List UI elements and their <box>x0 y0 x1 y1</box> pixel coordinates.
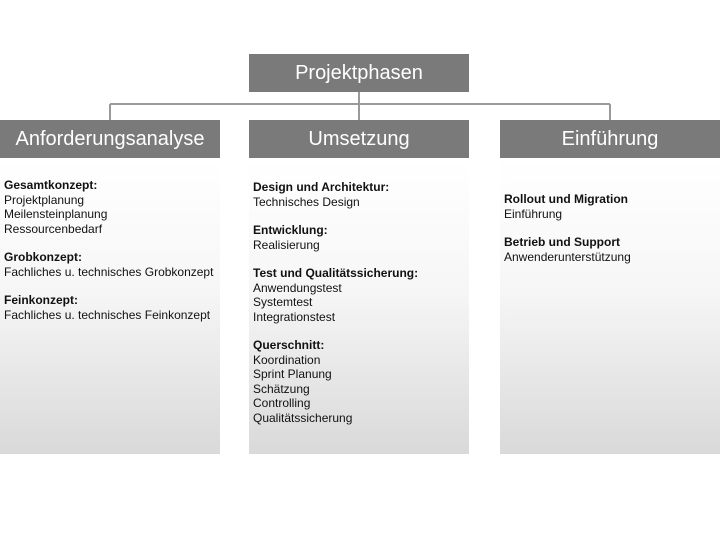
group-title: Grobkonzept: <box>4 250 82 264</box>
group-title: Test und Qualitätssicherung: <box>253 266 419 280</box>
group-title: Querschnitt: <box>253 338 325 352</box>
group-title: Feinkonzept: <box>4 293 78 307</box>
group-item: Realisierung <box>253 237 320 252</box>
group-item: Koordination <box>253 352 321 367</box>
group-item: Sprint Planung <box>253 367 332 381</box>
group-item: Anwendungstest <box>253 280 342 295</box>
group-title: Betrieb und Support <box>504 235 620 249</box>
phase-header-umsetzung <box>249 120 469 158</box>
group-item: Controlling <box>253 396 311 410</box>
root-node <box>249 54 469 92</box>
group-item: Anwenderunterstützung <box>504 249 631 264</box>
phase-header-anforderungsanalyse <box>0 120 220 158</box>
group-title: Entwicklung: <box>253 223 328 237</box>
group-item: Fachliches u. technisches Grobkonzept <box>4 264 214 279</box>
group-item: Technisches Design <box>253 194 360 209</box>
phase-title: Anforderungsanalyse <box>15 127 205 150</box>
phase-group <box>4 250 220 279</box>
root-title: Projektphasen <box>295 61 423 84</box>
group-item: Systemtest <box>253 295 313 309</box>
group-item: Schätzung <box>253 381 310 396</box>
phase-group <box>253 266 469 324</box>
group-item: Projektplanung <box>4 192 85 207</box>
phase-group <box>253 338 469 425</box>
phase-group <box>4 293 220 322</box>
group-title: Rollout und Migration <box>504 192 628 206</box>
group-title: Design und Architektur: <box>253 180 390 194</box>
group-title: Gesamtkonzept: <box>4 178 98 192</box>
phase-body-umsetzung <box>249 158 469 454</box>
phase-body-anforderungsanalyse <box>0 158 220 454</box>
group-item: Einführung <box>504 206 563 221</box>
group-item: Ressourcenbedarf <box>4 221 103 236</box>
phase-title: Umsetzung <box>308 127 410 150</box>
phase-group <box>504 192 720 221</box>
phase-group <box>253 223 469 252</box>
group-item: Meilensteinplanung <box>4 207 108 221</box>
phase-title: Einführung <box>561 127 659 150</box>
group-item: Integrationstest <box>253 309 336 324</box>
phase-body-einfuehrung <box>500 158 720 454</box>
phase-group <box>253 180 469 209</box>
phase-header-einfuehrung <box>500 120 720 158</box>
group-item: Fachliches u. technisches Feinkonzept <box>4 307 211 322</box>
phase-group <box>504 235 720 264</box>
group-item: Qualitätssicherung <box>253 410 353 425</box>
phase-group <box>4 178 220 236</box>
